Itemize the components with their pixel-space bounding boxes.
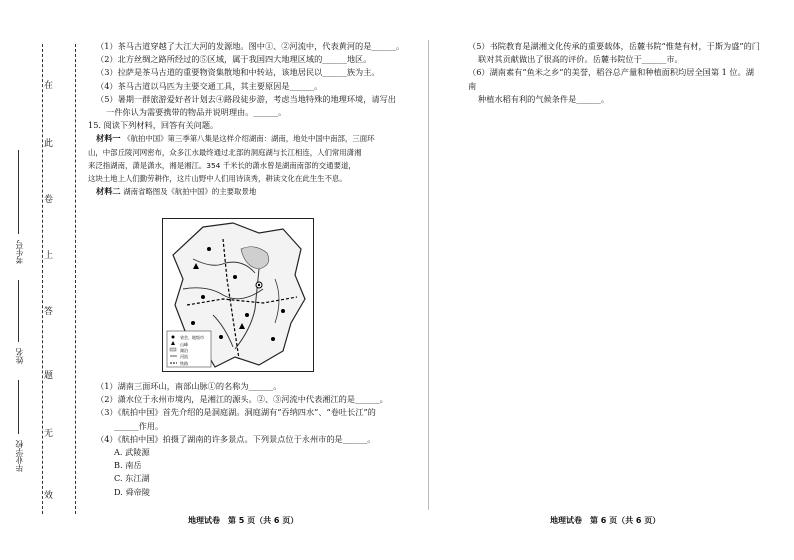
hunan-map-drawing bbox=[163, 219, 313, 371]
material1-first-line bbox=[88, 132, 408, 145]
q15-title: 15. 阅读下列材料，回答有关问题。 bbox=[88, 120, 219, 131]
binding-dashed-line-outer bbox=[42, 44, 43, 514]
seal-char: 上 bbox=[44, 251, 54, 261]
q15-item: 联对其贡献做出了很高的评价。岳麓书院位于______市。 bbox=[478, 54, 683, 65]
material2-text: 湖南省略图及《航拍中国》的主要取景地 bbox=[123, 187, 257, 197]
q15-item: （2）潇水位于永州市境内，是湘江的源头。②、③河流中代表湘江的是______。 bbox=[96, 394, 388, 405]
name-line bbox=[18, 280, 19, 342]
map-legend-entry: 省会、地级市 bbox=[180, 335, 204, 340]
footer-page-6: 地理试卷 第 6 页（共 6 页） bbox=[550, 516, 661, 525]
candidate-number-label: 考生号 bbox=[15, 240, 24, 264]
map-legend-entry: 铁路 bbox=[180, 361, 188, 366]
footer-page-5: 地理试卷 第 5 页（共 6 页） bbox=[188, 516, 299, 525]
page-5-content bbox=[88, 40, 408, 198]
material2-label: 材料二 bbox=[96, 186, 121, 197]
q14-item: （5）暑期一群旅游爱好者计划去④路段徒步游，考虑当地特殊的地理环境，请写出 bbox=[96, 93, 396, 104]
material2-caption bbox=[88, 185, 408, 198]
q15-item: （6）湖南素有“鱼米之乡”的美誉，稻谷总产量和种植面积均居全国第 1 位。湖南 bbox=[468, 67, 754, 91]
binding-dashed-line-inner bbox=[75, 44, 76, 514]
seal-char: 此 bbox=[44, 139, 54, 149]
material1-line: 来泛指湖南，潇是潇水，湘是湘江。354 千米长的潇水曾是湖南南部的交通要道， bbox=[88, 160, 356, 170]
q15-item: （5）书院教育是湖湘文化传承的重要载体，岳麓书院“惟楚有材，于斯为盛”的门 bbox=[468, 41, 760, 51]
seal-char: 效 bbox=[44, 491, 54, 501]
seal-char: 无 bbox=[44, 429, 54, 439]
map-legend-entry: 山峰 bbox=[180, 342, 188, 347]
q15-item: （3）《航拍中国》首先介绍的是洞庭湖。洞庭湖有“吞纳四水”、“卷吐长江”的 bbox=[96, 407, 376, 418]
material1-line: 这块土地上人们勤劳耕作，这片山野中人们用诗读秀，耕读文化在此生生不息。 bbox=[88, 174, 347, 184]
name-label: 姓名 bbox=[15, 348, 24, 364]
q15-item: （4）《航拍中国》拍摄了湖南的许多景点。下列景点位于永州市的是______。 bbox=[96, 433, 376, 444]
map-legend-entry: 湖泊 bbox=[180, 348, 188, 353]
seal-char: 题 bbox=[44, 371, 54, 381]
page-6-content bbox=[460, 40, 760, 106]
material1-line: 山，中部丘陵河网密布，众多江水最终通过北部的洞庭湖与长江相连，人们常用潇湘 bbox=[88, 147, 362, 157]
option-a: A. 武陵源 bbox=[114, 447, 150, 458]
q14-item: （2）北方丝绸之路所经过的⑤区域，属于我国四大地理区域的______地区。 bbox=[96, 54, 372, 65]
page-divider bbox=[428, 40, 429, 510]
q14-item: 一件你认为需要携带的物品并说明理由。______。 bbox=[106, 107, 287, 118]
hunan-map-figure bbox=[162, 218, 314, 372]
map-legend-entry: 河流 bbox=[180, 354, 188, 359]
school-line bbox=[18, 380, 19, 434]
q14-item: （3）拉萨是茶马古道的重要物资集散地和中转站，该地居民以______族为主。 bbox=[96, 67, 380, 78]
seal-char: 在 bbox=[44, 81, 54, 91]
q14-item: （4）茶马古道以马匹为主要交通工具，其主要原因是______。 bbox=[96, 80, 323, 91]
option-d: D. 舜帝陵 bbox=[114, 486, 151, 497]
seal-char: 卷 bbox=[44, 195, 54, 205]
q15-item: 种植水稻有利的气候条件是______。 bbox=[478, 93, 610, 104]
q15-item: （1）湖南三面环山，南部山脉①的名称为______。 bbox=[96, 381, 282, 391]
q15-questions bbox=[88, 380, 408, 499]
binding-margin bbox=[0, 0, 84, 560]
school-label: 毕业学校 bbox=[15, 440, 24, 472]
q15-item: ______作用。 bbox=[114, 420, 164, 431]
seal-char: 答 bbox=[44, 307, 54, 317]
material1-label: 材料一 bbox=[96, 133, 121, 144]
option-b: B. 南岳 bbox=[114, 460, 142, 471]
option-c: C. 东江湖 bbox=[114, 473, 150, 484]
q14-item: （1）茶马古道穿越了大江大河的发源地。图中①、②河流中，代表黄河的是______。 bbox=[96, 41, 405, 51]
material1-line: 《航拍中国》第三季第八集是这样介绍湖南：湖南，地处中国中南部，三面环 bbox=[123, 134, 375, 144]
candidate-number-line bbox=[18, 150, 19, 234]
